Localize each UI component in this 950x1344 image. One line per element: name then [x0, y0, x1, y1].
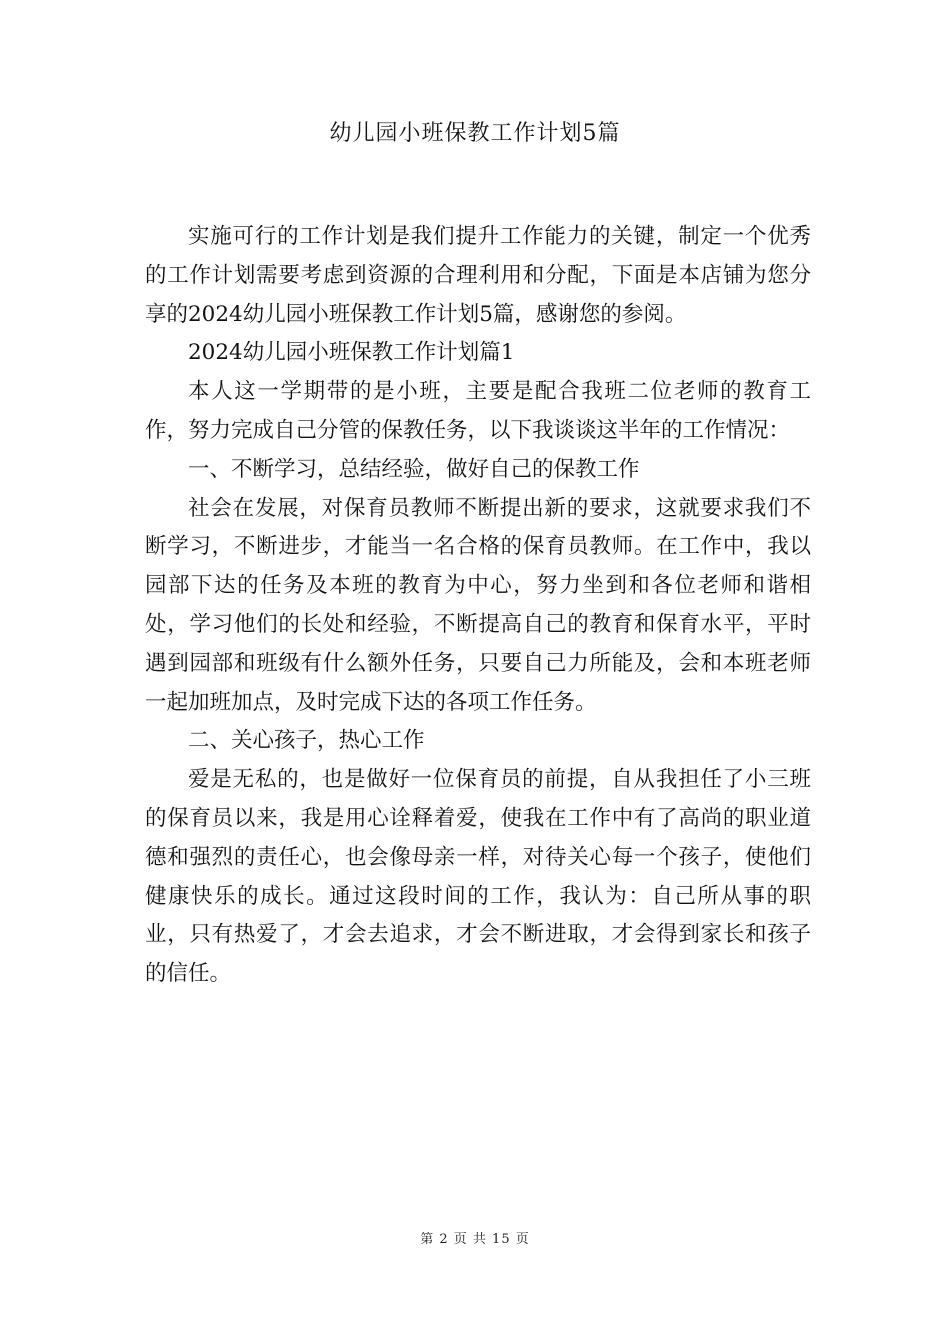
- body-paragraph: 社会在发展，对保育员教师不断提出新的要求，这就要求我们不断学习，不断进步，才能当一名合格的保育员教师。在工作中，我以园部下达的任务及本班的教育为中心，努力坐到和各位老师和谐相处，学习他们的长处和经验，不断提高自己的教育和保育水平，平时遇到园部和班级有什么额外任务，只要自己力所能及，会和本班老师一起加班加点，及时完成下达的各项工作任务。: [145, 495, 811, 715]
- section-heading-plan-1: 2024幼儿园小班保教工作计划篇1: [188, 340, 515, 366]
- intro-paragraph: 实施可行的工作计划是我们提升工作能力的关键，制定一个优秀的工作计划需要考虑到资源的合理利用和分配，下面是本店铺为您分享的2024幼儿园小班保教工作计划5篇，感谢您的参阅。: [145, 224, 811, 327]
- document-body: [145, 218, 811, 994]
- subheading-2: 二、关心孩子，热心工作: [188, 728, 425, 754]
- body-paragraph: 爱是无私的，也是做好一位保育员的前提，自从我担任了小三班的保育员以来，我是用心诠释着爱，使我在工作中有了高尚的职业道德和强烈的责任心，也会像母亲一样，对待关心每一个孩子，使他们健康快乐的成长。通过这段时间的工作，我认为：自己所从事的职业，只有热爱了，才会去追求，才会不断进取，才会得到家长和孩子的信任。: [145, 767, 811, 987]
- document-title: 幼儿园小班保教工作计划5篇: [329, 121, 621, 146]
- body-paragraph: 本人这一学期带的是小班，主要是配合我班二位老师的教育工作，努力完成自己分管的保教任务，以下我谈谈这半年的工作情况：: [145, 379, 811, 443]
- page-number-footer: 第 2 页 共 15 页: [420, 1232, 530, 1247]
- subheading-1: 一、不断学习，总结经验，做好自己的保教工作: [188, 456, 640, 482]
